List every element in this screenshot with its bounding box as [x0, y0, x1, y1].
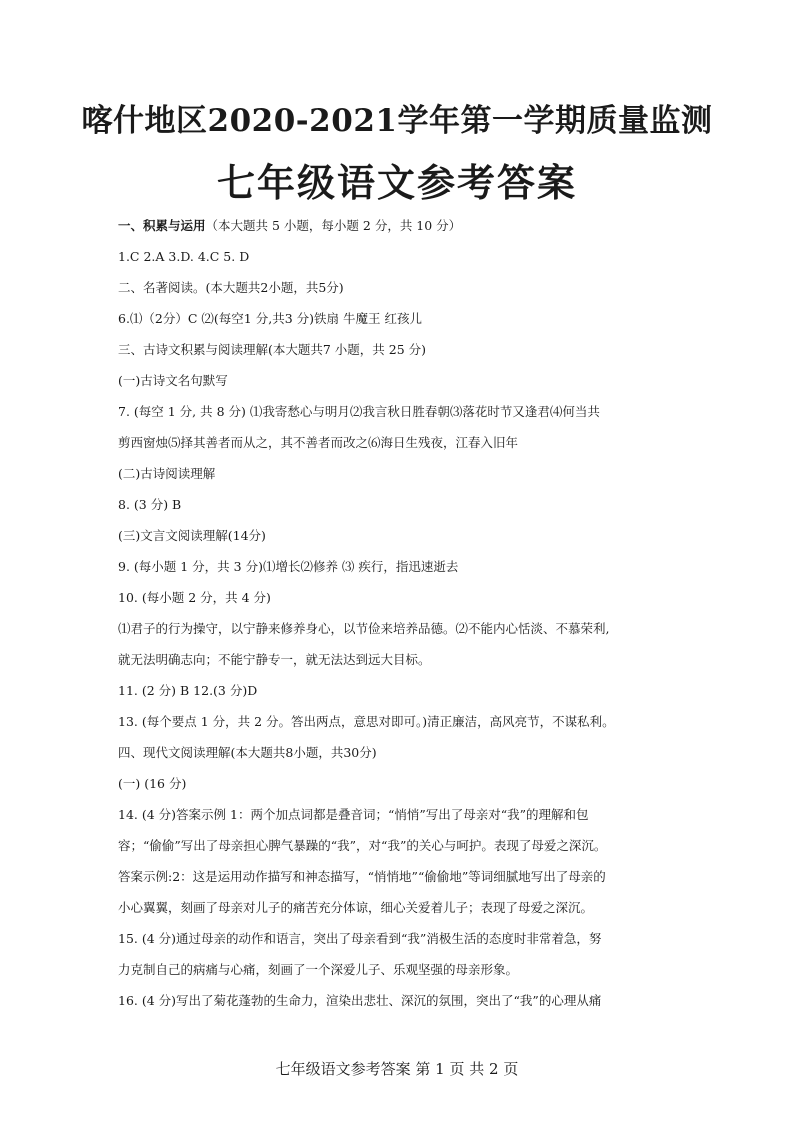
page-footer: 七年级语文参考答案 第 1 页 共 2 页: [275, 1060, 519, 1078]
answer-line: 6.⑴（2分）C ⑵(每空1 分,共3 分)铁扇 牛魔王 红孩儿: [118, 311, 422, 326]
section-note: （本大题共 5 小题，每小题 2 分，共 10 分）: [205, 218, 462, 233]
answer-line: 二、名著阅读。(本大题共2小题，共5分): [118, 280, 344, 295]
answer-line: (一) (16 分): [118, 776, 187, 791]
answer-line: 力克制自己的病痛与心痛，刻画了一个深爱儿子、乐观坚强的母亲形象。: [118, 962, 519, 977]
section-heading: [118, 210, 678, 241]
answer-line: 14. (4 分)答案示例 1：两个加点词都是叠音词；“悄悄”写出了母亲对“我”的理解和包: [118, 807, 589, 822]
answer-line: 16. (4 分)写出了菊花蓬勃的生命力，渲染出悲壮、深沉的氛围，突出了“我”的心理从痛: [118, 993, 602, 1008]
answer-line: 9. (每小题 1 分，共 3 分)⑴增长⑵修养 ⑶ 疾行，指迅速逝去: [118, 559, 459, 574]
answer-line: 15. (4 分)通过母亲的动作和语言，突出了母亲看到“我”消极生活的态度时非常着急，努: [118, 931, 602, 946]
answer-line: (二)古诗阅读理解: [118, 466, 216, 481]
answer-line: 答案示例:2：这是运用动作描写和神态描写，“悄悄地”“偷偷地”等词细腻地写出了母亲的: [118, 869, 606, 884]
answer-line: 三、古诗文积累与阅读理解(本大题共7 小题，共 25 分): [118, 342, 427, 357]
answer-line: (三)文言文阅读理解(14分): [118, 528, 266, 543]
answer-body: [118, 210, 678, 1016]
answer-line: 小心翼翼，刻画了母亲对儿子的痛苦充分体谅，细心关爱着儿子；表现了母爱之深沉。: [118, 900, 594, 915]
answer-line: (一)古诗文名句默写: [118, 373, 228, 388]
answer-line: ⑴君子的行为操守，以宁静来修养身心，以节俭来培养品德。⑵不能内心恬淡、不慕荣利,: [118, 621, 610, 636]
answer-line: 11. (2 分) B 12.(3 分)D: [118, 683, 258, 698]
document-title: 喀什地区2020-2021学年第一学期质量监测: [81, 103, 713, 139]
answer-line: 剪西窗烛⑸择其善者而从之，其不善者而改之⑹海日生残夜，江春入旧年: [118, 435, 519, 450]
section-title: 一、积累与运用: [118, 218, 206, 233]
answer-line: 1.C 2.A 3.D. 4.C 5. D: [118, 249, 250, 264]
answer-line: 10. (每小题 2 分，共 4 分): [118, 590, 271, 605]
answer-line: 13. (每个要点 1 分，共 2 分。答出两点，意思对即可。)清正廉洁，高风亮节，不谋私利。: [118, 714, 615, 729]
document-subtitle: 七年级语文参考答案: [216, 160, 577, 205]
answer-line: 7. (每空 1 分, 共 8 分) ⑴我寄愁心与明月⑵我言秋日胜春朝⑶落花时节又逢君⑷何当共: [118, 404, 600, 419]
answer-line: 8. (3 分) B: [118, 497, 182, 512]
answer-line: 容；“偷偷”写出了母亲担心脾气暴躁的“我”，对“我”的关心与呵护。表现了母爱之深沉。: [118, 838, 607, 853]
answer-line: 就无法明确志向；不能宁静专一，就无法达到远大目标。: [118, 652, 431, 667]
answer-line: 四、现代文阅读理解(本大题共8小题，共30分): [118, 745, 377, 760]
